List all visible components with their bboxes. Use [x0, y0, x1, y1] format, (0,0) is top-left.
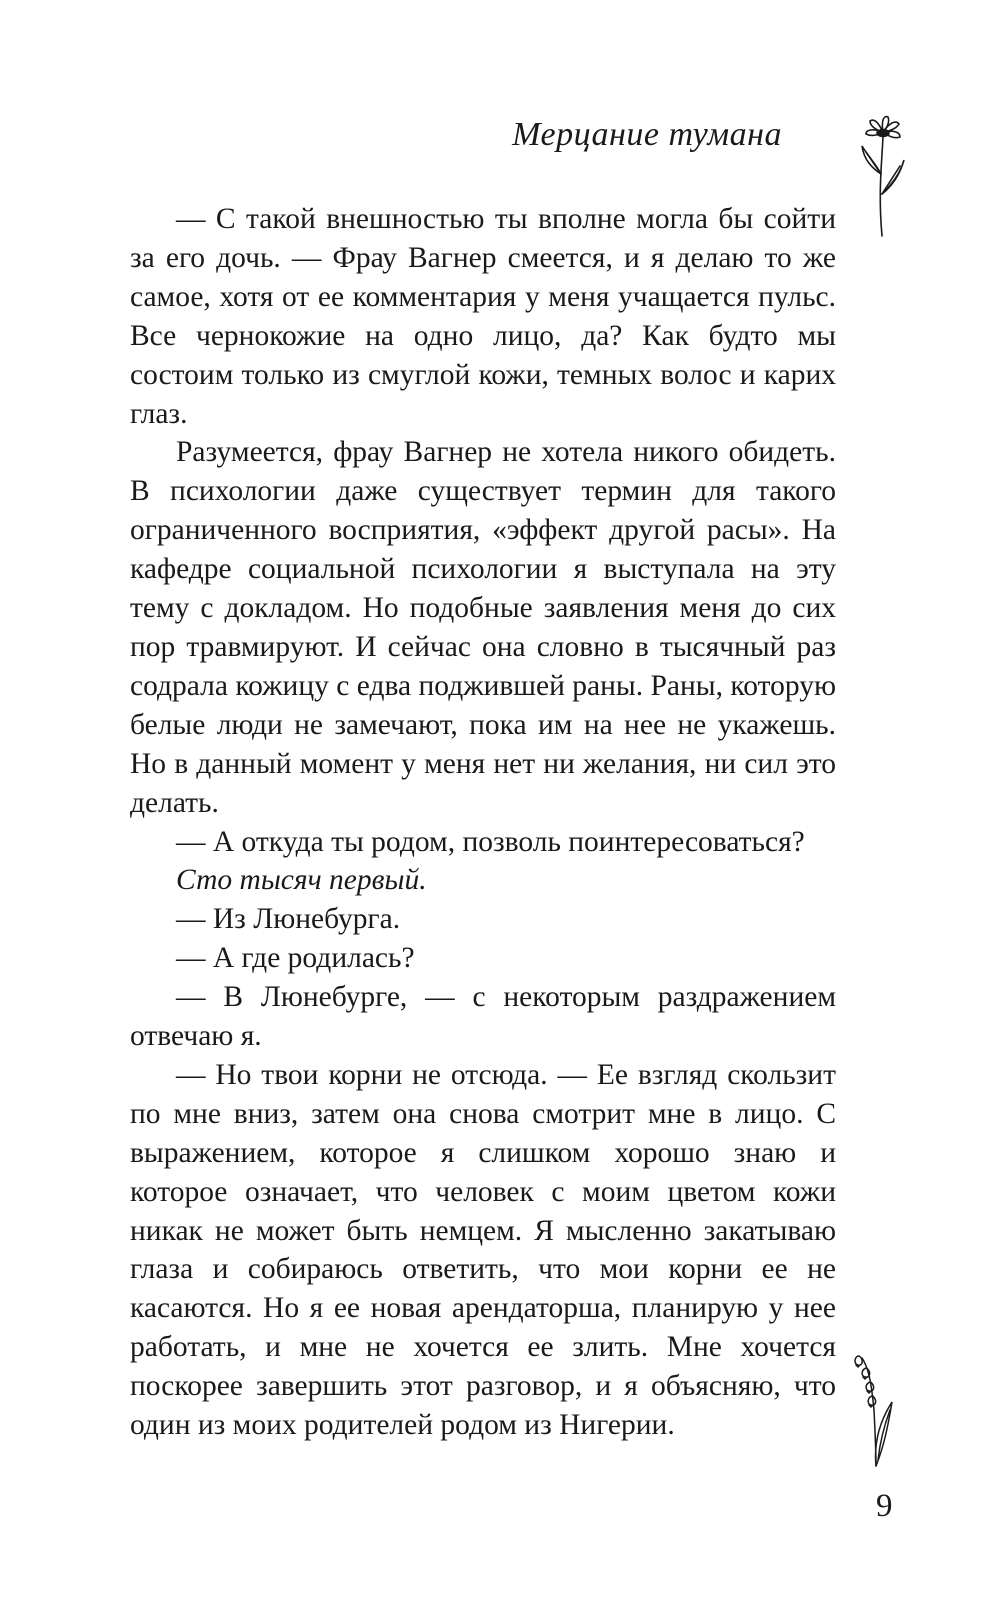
paragraph: — А откуда ты родом, позволь поинтересоваться? — [176, 825, 805, 858]
daisy-flower-icon — [848, 112, 918, 240]
page-number: 9 — [876, 1488, 893, 1524]
paragraph: Разумеется, фрау Вагнер не хотела никого обидеть. В психологии даже существует термин для такого ограниченного восприятия, «эффект другой расы». На кафедре социальной психологии я выступала на эту тему с докладом. Но подобные заявления меня до сих пор травмируют. И сейчас она словно в тысячный раз содрала кожицу с едва поджившей раны. Раны, которую белые люди не замечают, пока им на нее не укажешь. Но в данный момент у меня нет ни желания, ни сил это делать. — [130, 436, 836, 819]
lily-of-the-valley-icon — [848, 1350, 914, 1470]
paragraph: — А где родилась? — [176, 942, 415, 975]
paragraph: — Но твои корни не отсюда. — Ее взгляд скользит по мне вниз, затем она снова смотрит мне в лицо. С выражением, которое я слишком хорошо знаю и которое означает, что человек с моим цветом кожи никак не может быть немцем. Я мысленно закатываю глаза и собираюсь ответить, что мои корни ее не касаются. Но я ее новая арендаторша, планирую у нее работать, и мне не хочется ее злить. Мне хочется поскорее завершить этот разговор, и я объясняю, что один из моих родителей родом из Нигерии. — [130, 1058, 836, 1442]
paragraph: — С такой внешностью ты вполне могла бы сойти за его дочь. — Фрау Вагнер смеется, и я делаю то же самое, хотя от ее комментария у меня учащается пульс. Все чернокожие на одно лицо, да? Как будто мы состоим только из смуглой кожи, темных волос и карих глаз. — [130, 203, 836, 430]
paragraph: — Из Люнебурга. — [176, 903, 401, 936]
italic-paragraph: Сто тысяч первый. — [176, 864, 427, 897]
running-title: Мерцание тумана — [512, 116, 782, 153]
paragraph: — В Люнебурге, — с некоторым раздражением отвечаю я. — [130, 981, 836, 1053]
body-text — [130, 200, 836, 1445]
